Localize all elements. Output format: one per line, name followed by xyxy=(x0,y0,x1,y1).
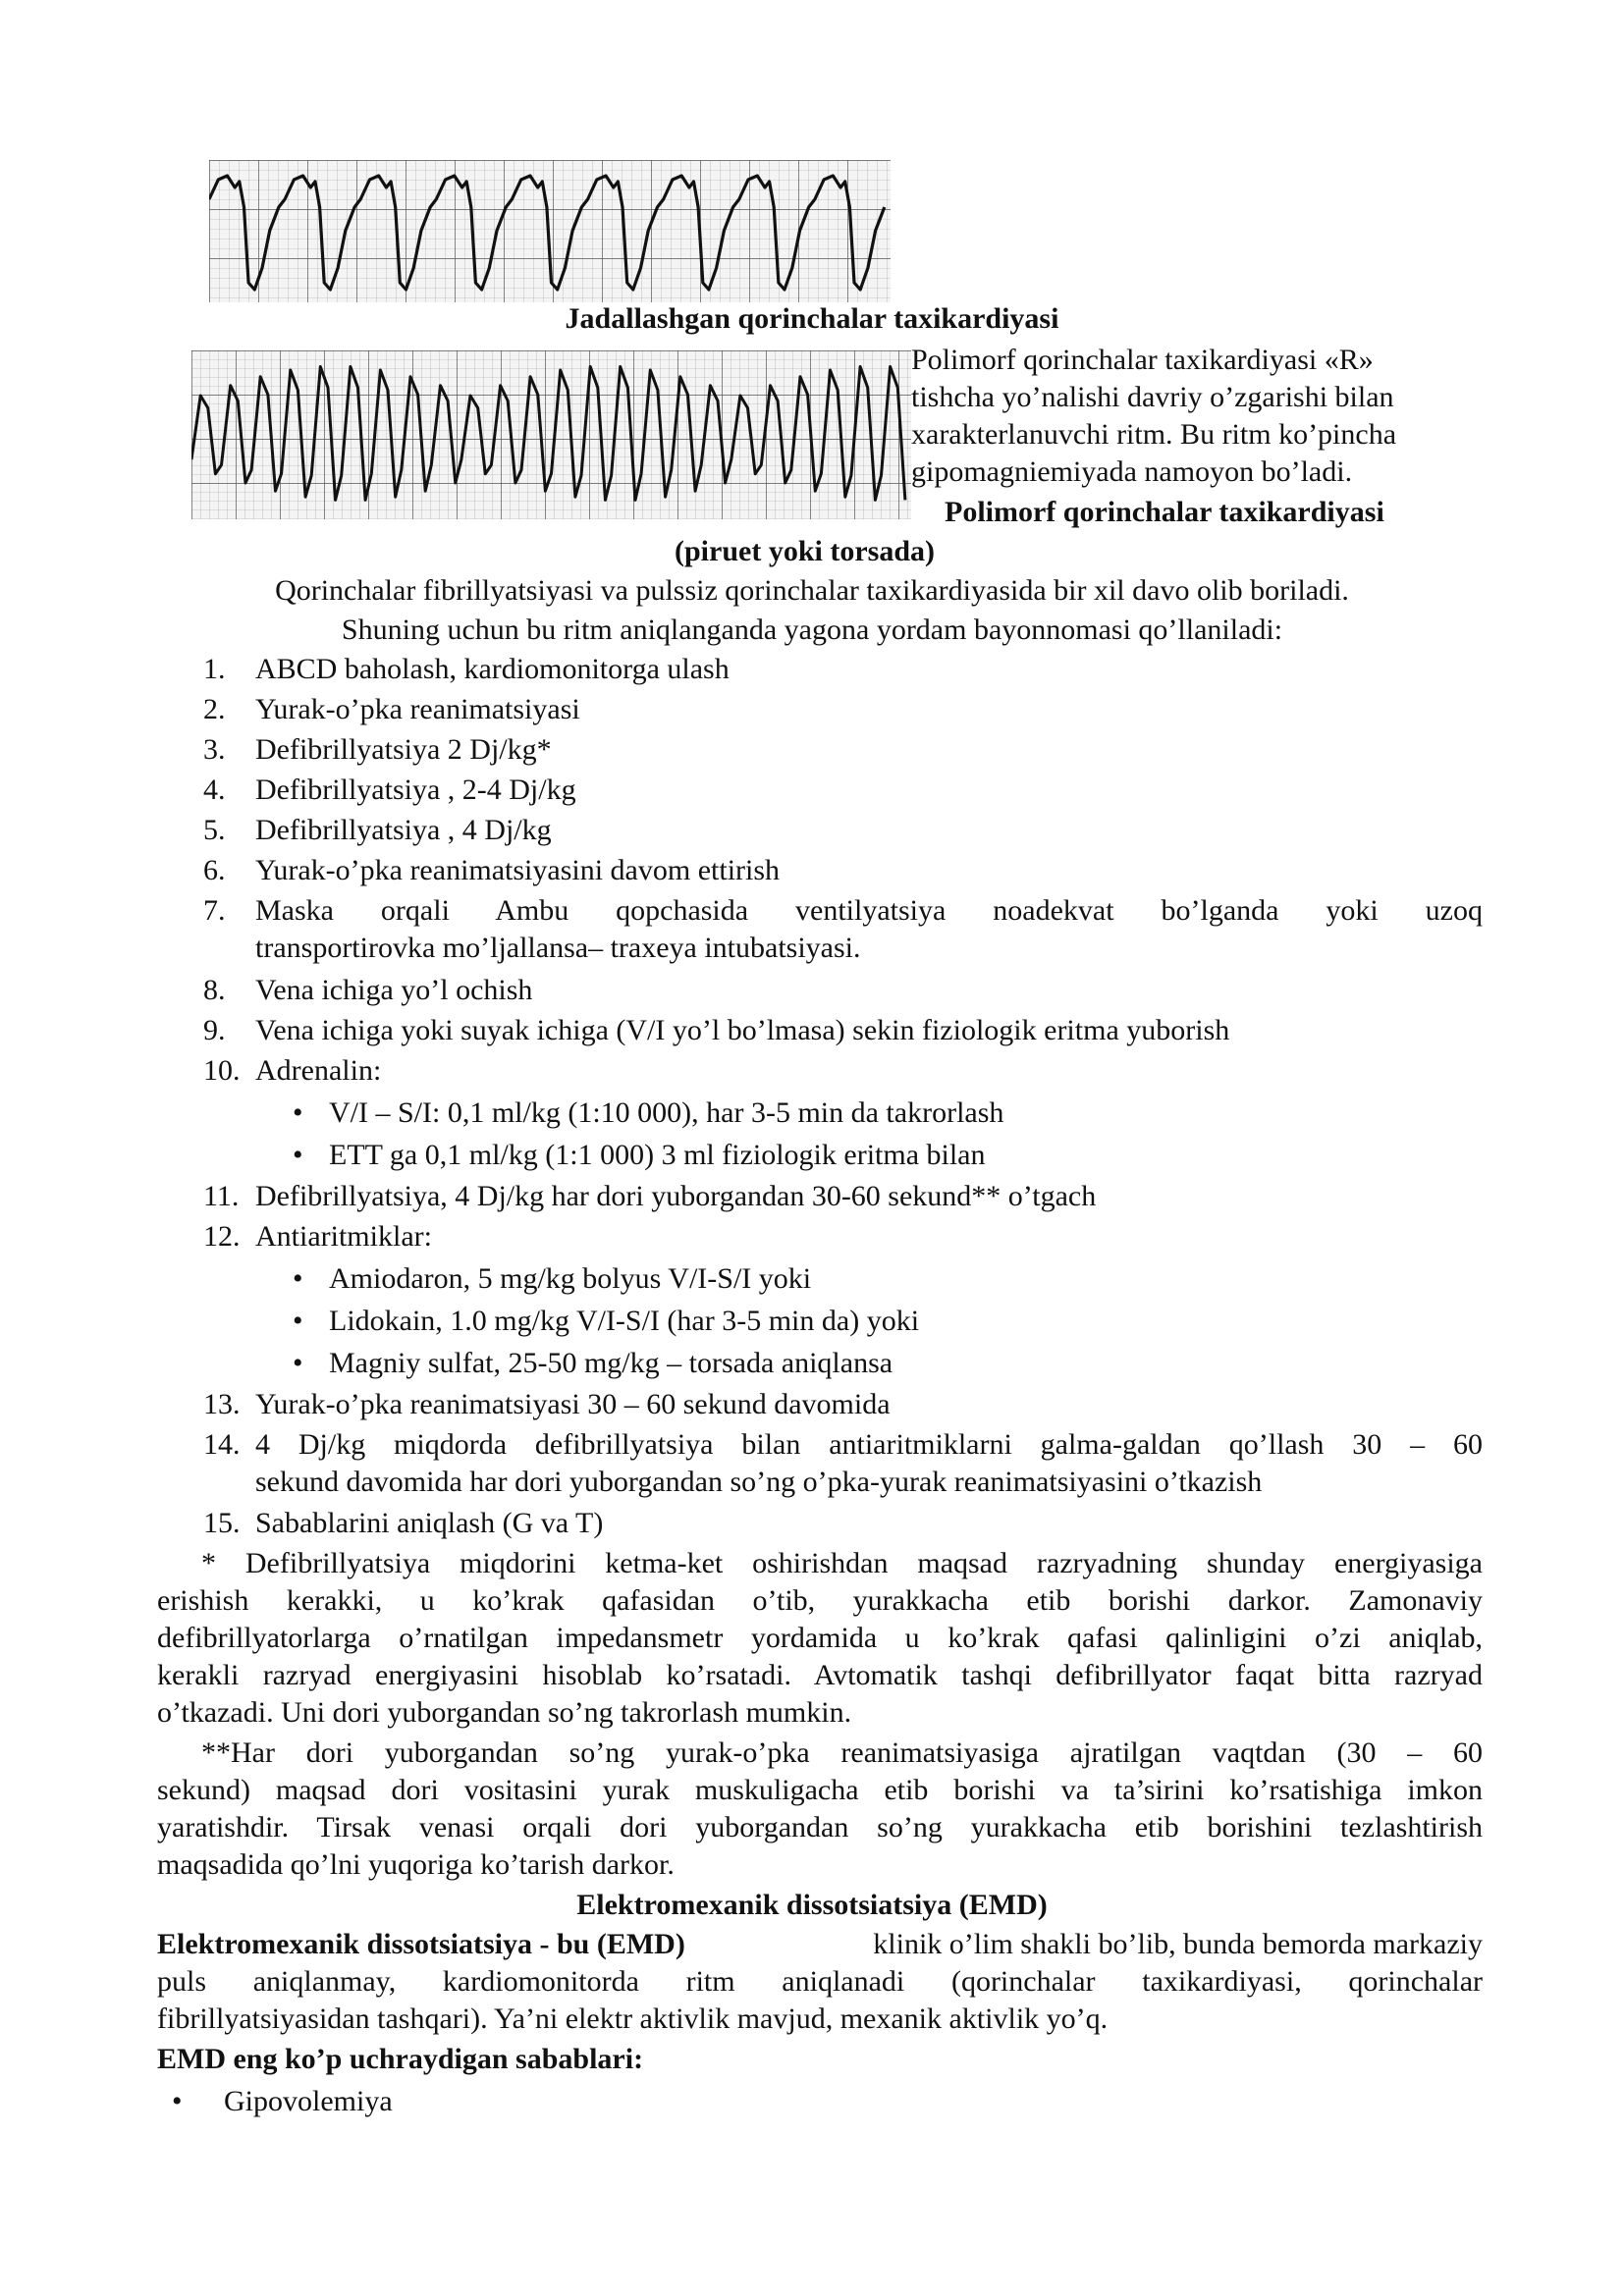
note2-line: yaratishdir. Tirsak venasi orqali dori yuborgandan so’ng yurakkacha etib borishini tezlashtirish xyxy=(157,1811,1483,1843)
emd-definition-line-1 xyxy=(157,1926,1483,1963)
antiaritmik-bullet: Magniy sulfat, 25-50 mg/kg – torsada aniqlansa xyxy=(329,1347,893,1379)
step-text: Adrenalin: xyxy=(255,1054,382,1087)
ecg-strip-ventricular-tachycardia xyxy=(209,160,891,302)
step-number: 10. xyxy=(203,1054,241,1087)
bullet-icon: • xyxy=(172,2085,183,2117)
bullet-icon: • xyxy=(293,1139,303,1171)
step-number: 8. xyxy=(203,974,226,1006)
figure2-desc-3: xarakterlanuvchi ritm. Bu ritm ko’pincha xyxy=(911,418,1397,451)
step-number: 15. xyxy=(203,1507,241,1539)
step-text: ABCD baholash, kardiomonitorga ulash xyxy=(255,653,730,685)
note1-line: o’tkazadi. Uni dori yuborgandan so’ng takrorlash mumkin. xyxy=(157,1696,852,1729)
step-text: Defibrillyatsiya , 4 Dj/kg xyxy=(255,814,552,846)
step-number: 1. xyxy=(203,653,226,685)
step-text: Yurak-o’pka reanimatsiyasi 30 – 60 sekund davomida xyxy=(255,1388,891,1420)
step-text-cont: sekund davomida har dori yuborgandan so’ng o’pka-yurak reanimatsiyasini o’tkazish xyxy=(255,1466,1263,1498)
step-number: 7. xyxy=(203,894,226,927)
adrenalin-bullet: V/I – S/I: 0,1 ml/kg (1:10 000), har 3-5 min da takrorlash xyxy=(329,1096,1004,1129)
step-text: 4 Dj/kg miqdorda defibrillyatsiya bilan antiaritmiklarni galma-galdan qo’llash 30 – 60 xyxy=(255,1428,1483,1461)
step-number: 12. xyxy=(203,1220,241,1253)
emd-definition-term: Elektromexanik dissotsiatsiya - bu (EMD) xyxy=(157,1928,685,1960)
step-text: Vena ichiga yo’l ochish xyxy=(255,974,533,1006)
step-number: 13. xyxy=(203,1388,241,1420)
step-number: 2. xyxy=(203,693,226,725)
step-number: 14. xyxy=(203,1428,241,1461)
step-text: Defibrillyatsiya, 4 Dj/kg har dori yuborgandan 30-60 sekund** o’tgach xyxy=(255,1180,1097,1212)
step-text-cont: transportirovka mo’ljallansa– traxeya intubatsiyasi. xyxy=(255,932,861,964)
bullet-icon: • xyxy=(293,1096,303,1129)
step-text: Defibrillyatsiya , 2-4 Dj/kg xyxy=(255,774,576,806)
step-text: Vena ichiga yoki suyak ichiga (V/I yo’l bo’lmasa) sekin fiziologik eritma yuborish xyxy=(255,1014,1230,1046)
figure2-caption-2: (piruet yoki torsada) xyxy=(675,535,935,567)
emd-causes-heading: EMD eng ko’p uchraydigan sabablari: xyxy=(157,2043,644,2075)
step-text: Yurak-o’pka reanimatsiyasi xyxy=(255,693,580,725)
step-number: 4. xyxy=(203,774,226,806)
note1-line: * Defibrillyatsiya miqdorini ketma-ket oshirishdan maqsad razryadning shunday energiyasiga xyxy=(201,1547,1483,1579)
note2-line: sekund) maqsad dori vositasini yurak muskuligacha etib borishi va ta’sirini ko’rsatishiga imkon xyxy=(157,1774,1483,1806)
step-text: Defibrillyatsiya 2 Dj/kg* xyxy=(255,733,552,766)
note2-line: **Har dori yuborgandan so’ng yurak-o’pka reanimatsiyasiga ajratilgan vaqtdan (30 – 60 xyxy=(201,1736,1483,1769)
note2-line: maqsadida qo’lni yuqoriga ko’tarish darkor. xyxy=(157,1848,675,1881)
antiaritmik-bullet: Amiodaron, 5 mg/kg bolyus V/I-S/I yoki xyxy=(329,1262,812,1295)
step-text: Antiaritmiklar: xyxy=(255,1220,432,1253)
emd-cause-item: Gipovolemiya xyxy=(224,2085,393,2117)
emd-definition-rest: klinik o’lim shakli bo’lib, bunda bemorda markaziy xyxy=(873,1928,1483,1960)
step-text: Yurak-o’pka reanimatsiyasini davom ettirish xyxy=(255,854,781,886)
step-number: 6. xyxy=(203,854,226,886)
ecg-trace-1 xyxy=(209,160,891,302)
note1-line: defibrillyatorlarga o’rnatilgan impedansmetr yordamida u ko’krak qafasi qalinligini o’zi aniqlab, xyxy=(157,1622,1483,1654)
step-number: 11. xyxy=(203,1180,240,1212)
note1-line: erishish kerakki, u ko’krak qafasidan o’tib, yurakkacha etib borishi darkor. Zamonaviy xyxy=(157,1584,1483,1617)
antiaritmik-bullet: Lidokain, 1.0 mg/kg V/I-S/I (har 3-5 min da) yoki xyxy=(329,1305,920,1337)
bullet-icon: • xyxy=(293,1347,303,1379)
ecg-trace-2 xyxy=(191,350,911,519)
note1-line: kerakli razryad energiyasini hisoblab ko’rsatadi. Avtomatik tashqi defibrillyator faqat bitta razryad xyxy=(157,1659,1483,1691)
emd-definition-line-2: puls aniqlanmay, kardiomonitorda ritm aniqlanadi (qorinchalar taxikardiyasi, qorinchalar xyxy=(157,1965,1483,1998)
bullet-icon: • xyxy=(293,1262,303,1295)
figure1-caption: Jadallashgan qorinchalar taxikardiyasi xyxy=(565,302,1059,335)
ecg-strip-torsades xyxy=(191,350,911,519)
step-text: Maska orqali Ambu qopchasida ventilyatsiya noadekvat bo’lganda yoki uzoq xyxy=(255,894,1483,927)
figure2-caption-1: Polimorf qorinchalar taxikardiyasi xyxy=(945,496,1384,528)
step-number: 3. xyxy=(203,733,226,766)
figure2-desc-2: tishcha yo’nalishi davriy o’zgarishi bilan xyxy=(911,381,1394,413)
step-number: 5. xyxy=(203,814,226,846)
figure2-desc-1: Polimorf qorinchalar taxikardiyasi «R» xyxy=(911,344,1374,376)
intro-line-1: Qorinchalar fibrillyatsiyasi va pulssiz qorinchalar taxikardiyasida bir xil davo olib boriladi. xyxy=(275,574,1349,607)
bullet-icon: • xyxy=(293,1305,303,1337)
adrenalin-bullet: ETT ga 0,1 ml/kg (1:1 000) 3 ml fiziologik eritma bilan xyxy=(329,1139,986,1171)
intro-line-2: Shuning uchun bu ritm aniqlanganda yagona yordam bayonnomasi qo’llaniladi: xyxy=(341,614,1283,646)
emd-heading: Elektromexanik dissotsiatsiya (EMD) xyxy=(576,1889,1048,1921)
step-text: Sabablarini aniqlash (G va T) xyxy=(255,1507,604,1539)
emd-definition-line-3: fibrillyatsiyasidan tashqari). Ya’ni elektr aktivlik mavjud, mexanik aktivlik yo’q. xyxy=(157,2002,1109,2035)
figure2-desc-4: gipomagniemiyada namoyon bo’ladi. xyxy=(911,455,1353,488)
step-number: 9. xyxy=(203,1014,226,1046)
